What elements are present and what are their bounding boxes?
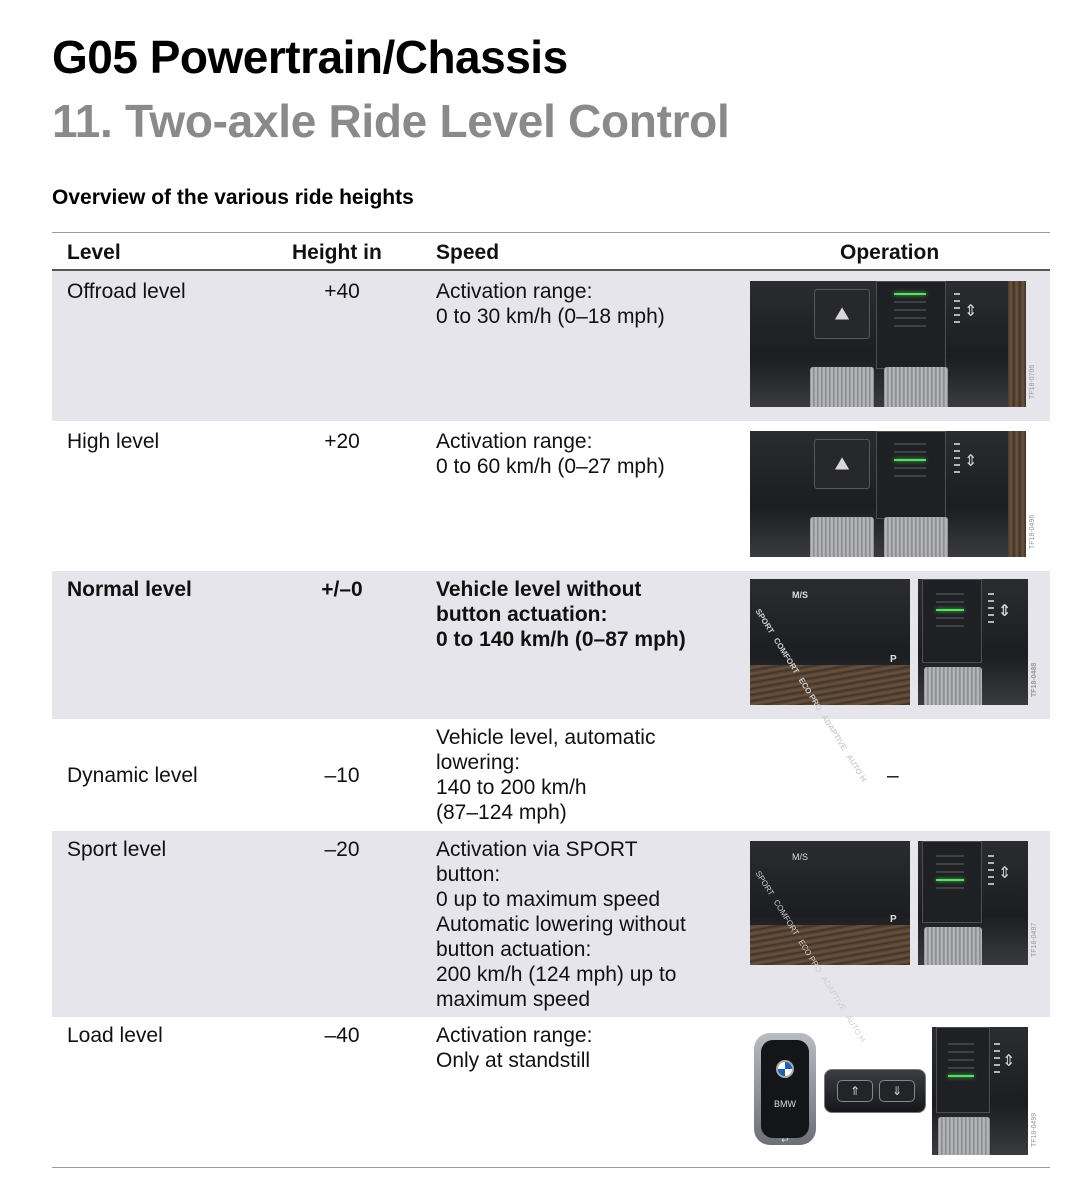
speed-cell: Vehicle level, automatic lowering: 140 to 200 km/h (87–124 mph): [436, 726, 656, 824]
col-speed: Speed: [436, 241, 500, 264]
height-cell: +40: [324, 280, 360, 303]
level-cell: Load level: [67, 1024, 163, 1047]
height-cell: –20: [324, 838, 360, 861]
col-height: Height in: [292, 241, 382, 264]
level-indicator: [948, 1043, 974, 1083]
level-cell: Dynamic level: [67, 764, 198, 787]
load-level-icon: ⇓: [879, 1080, 915, 1102]
col-level: Level: [67, 241, 121, 264]
car-height-icon: ⇕: [1002, 1053, 1016, 1070]
offroad-car-icon: ⛰: [834, 303, 850, 324]
speed-cell: Vehicle level without button actuation: 0 to 140 km/h (0–87 mph): [436, 578, 686, 651]
speed-cell: Activation range: Only at standstill: [436, 1024, 593, 1072]
display-key-icon: BMW ↩: [754, 1033, 816, 1145]
height-cell: –40: [324, 1024, 360, 1047]
table-row-load: [52, 1017, 1050, 1167]
driving-mode-panel: SPORT COMFORT ECO PRO ADAPTIVE AUTO H M/S P: [750, 579, 910, 705]
table-row-offroad: [52, 271, 1050, 421]
level-rocker-panel: ⇕ TF18-0488: [918, 579, 1028, 705]
trunk-close-icon: ⇑: [837, 1080, 873, 1102]
level-cell: High level: [67, 430, 160, 453]
ride-heights-table: [52, 232, 1050, 1167]
table-bottom-rule: [52, 1167, 1050, 1168]
high-button-panel: ⛰ ⇕ TF18-0496: [750, 431, 1026, 557]
level-indicator: [936, 855, 964, 895]
trunk-button-panel: [824, 1069, 926, 1113]
car-height-icon: ⇕: [964, 303, 978, 320]
level-cell: Sport level: [67, 838, 167, 861]
level-indicator: [936, 593, 964, 633]
park-button-icon: P: [890, 654, 897, 665]
level-indicator: [894, 293, 926, 333]
height-cell: +/–0: [321, 578, 363, 601]
car-height-icon: ⇕: [998, 603, 1012, 620]
car-height-icon: ⇕: [964, 453, 978, 470]
offroad-button-panel: ⛰ ⇕ TF18-0706: [750, 281, 1026, 407]
col-operation: Operation: [840, 241, 940, 264]
operation-cell: –: [887, 764, 899, 787]
table-header: [52, 232, 1050, 271]
speed-cell: Activation range: 0 to 60 km/h (0–27 mph): [436, 430, 665, 478]
speed-cell: Activation range: 0 to 30 km/h (0–18 mph): [436, 280, 665, 328]
speed-cell: Activation via SPORT button: 0 up to maximum speed Automatic lowering without button actuation: 200 km/h (124 mph) up to maximum speed: [436, 838, 686, 1011]
offroad-button: [814, 439, 870, 489]
section-title: Overview of the various ride heights: [52, 186, 414, 209]
table-row-dynamic: [52, 719, 1050, 831]
height-cell: –10: [324, 764, 360, 787]
table-row-high: [52, 421, 1050, 571]
level-rocker-panel: ⇕ TF18-0499: [932, 1027, 1028, 1155]
page-title: G05 Powertrain/Chassis: [52, 31, 568, 83]
offroad-button: [814, 289, 870, 339]
park-button-icon: P: [890, 914, 897, 925]
level-cell: Normal level: [67, 578, 192, 601]
level-cell: Offroad level: [67, 280, 186, 303]
offroad-car-icon: ⛰: [834, 453, 850, 474]
page-subtitle: 11. Two-axle Ride Level Control: [52, 95, 730, 147]
bmw-logo-icon: [776, 1060, 794, 1078]
sport-mode-panel: SPORT COMFORT ECO PRO ADAPTIVE AUTO H M/S P: [750, 841, 910, 965]
height-cell: +20: [324, 430, 360, 453]
level-indicator: [894, 443, 926, 483]
level-rocker-panel: ⇕ TF18-0497: [918, 841, 1028, 965]
car-height-icon: ⇕: [998, 865, 1012, 882]
